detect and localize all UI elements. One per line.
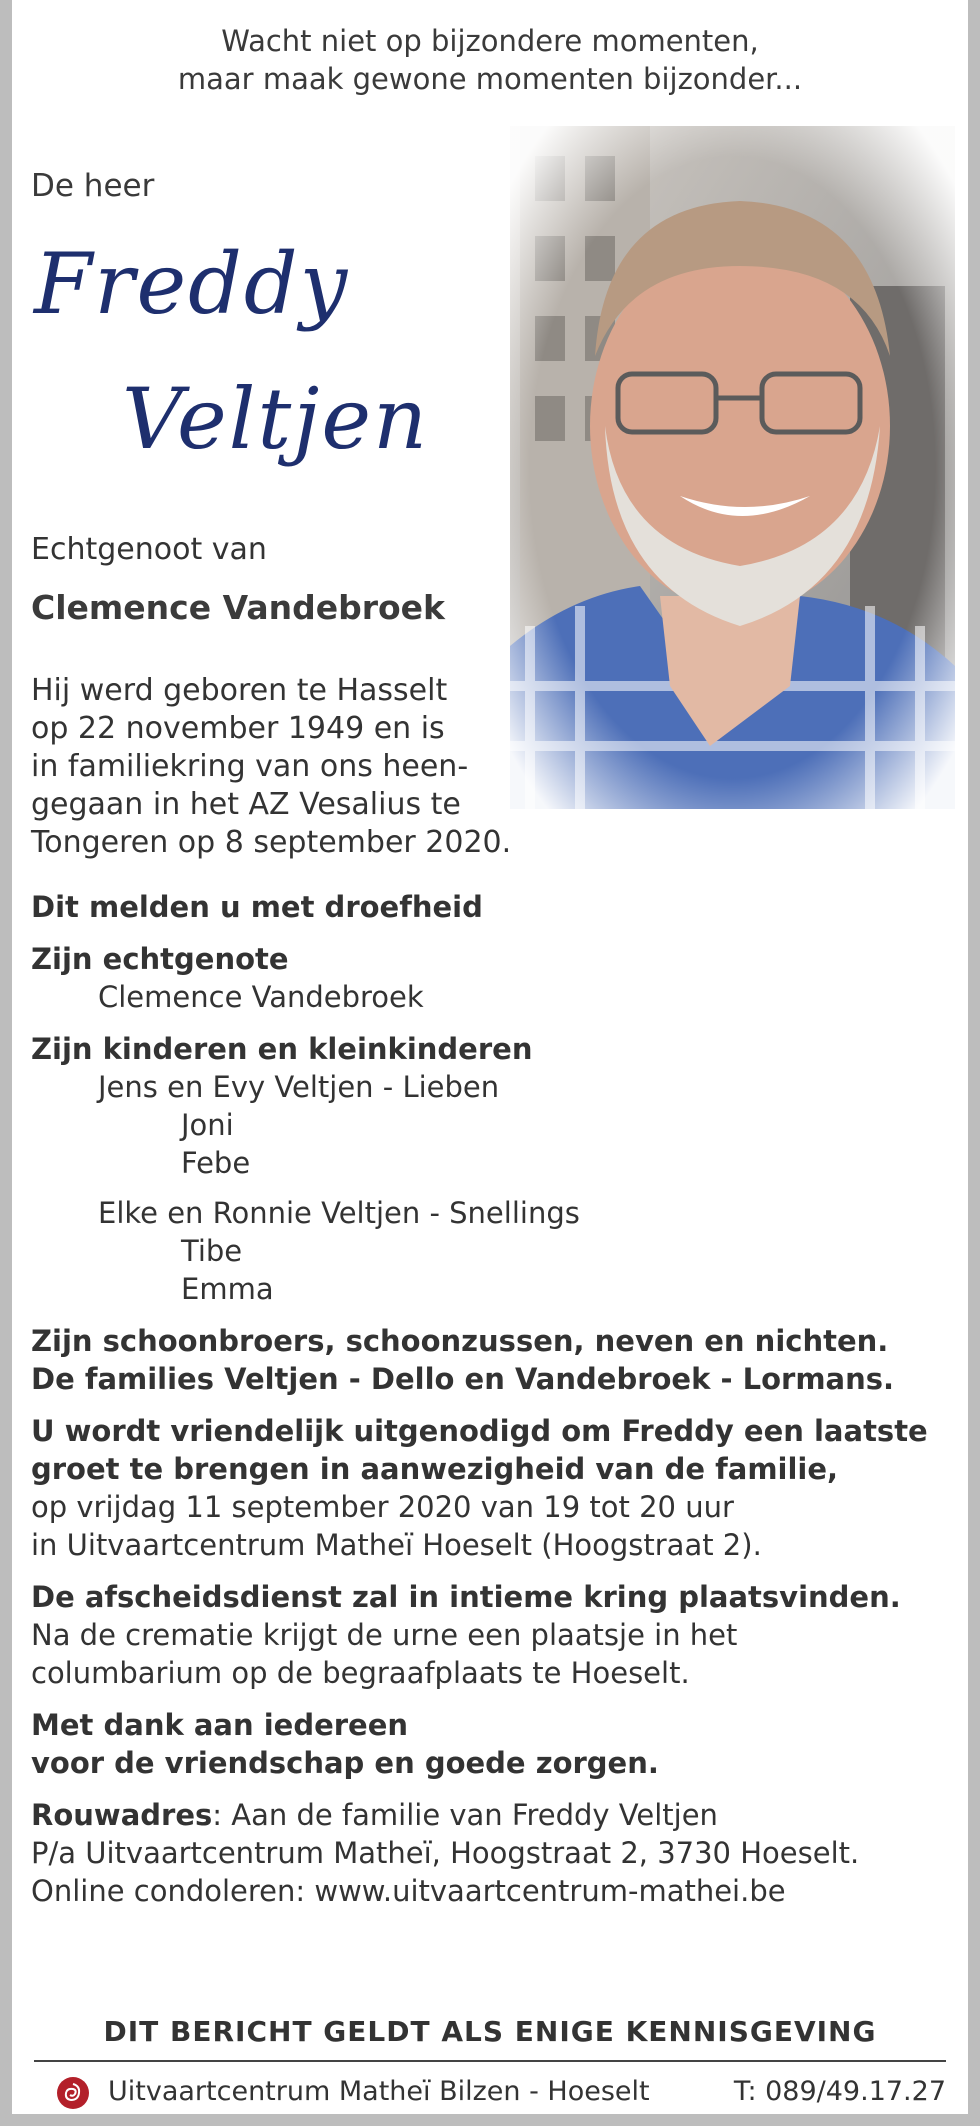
rose-logo-icon (56, 2076, 90, 2110)
address-text: : Aan de familie van Freddy Veltjen (212, 1798, 718, 1832)
grandchild: Emma (181, 1272, 274, 1306)
bio-line: gegaan in het AZ Vesalius te (31, 787, 461, 822)
relatives-line: Zijn schoonbroers, schoonzussen, neven en nichten. (31, 1324, 889, 1358)
bio-line: op 22 november 1949 en is (31, 711, 445, 746)
spouse-name: Clemence Vandebroek (31, 588, 445, 627)
service-line: Na de crematie krijgt de urne een plaatsje in het (31, 1618, 738, 1652)
bio-line: in familiekring van ons heen- (31, 749, 469, 784)
spouse-entry: Clemence Vandebroek (98, 980, 424, 1014)
family-2-parents: Elke en Ronnie Veltjen - Snellings (98, 1196, 580, 1230)
children-heading: Zijn kinderen en kleinkinderen (31, 1032, 533, 1066)
grandchild: Tibe (181, 1234, 243, 1268)
title-prefix: De heer (31, 168, 155, 204)
condolence-line: Online condoleren: www.uitvaartcentrum-mathei.be (31, 1874, 786, 1908)
footer (34, 2070, 946, 2114)
spouse-heading: Zijn echtgenote (31, 942, 289, 976)
first-name: Freddy (34, 235, 350, 333)
relatives-line: De families Veltjen - Dello en Vandebroek - Lormans. (31, 1362, 895, 1396)
relation-label: Echtgenoot van (31, 532, 267, 567)
family-1-parents: Jens en Evy Veltjen - Lieben (98, 1070, 500, 1104)
thanks-line: voor de vriendschap en goede zorgen. (31, 1746, 659, 1780)
funeral-home-name: Uitvaartcentrum Matheï Bilzen - Hoeselt (108, 2076, 650, 2107)
service-line: De afscheidsdienst zal in intieme kring plaatsvinden. (31, 1580, 901, 1614)
invitation-line: U wordt vriendelijk uitgenodigd om Freddy een laatste (31, 1414, 928, 1448)
address-label: Rouwadres (31, 1798, 213, 1832)
biography (31, 672, 511, 862)
service-line: columbarium op de begraafplaats te Hoeselt. (31, 1656, 690, 1690)
portrait-photo (510, 126, 955, 809)
invitation-line: op vrijdag 11 september 2020 van 19 tot 20 uur (31, 1490, 734, 1524)
bio-line: Hij werd geboren te Hasselt (31, 673, 448, 708)
address-line: P/a Uitvaartcentrum Matheï, Hoogstraat 2, 3730 Hoeselt. (31, 1836, 860, 1870)
last-name: Veltjen (122, 370, 430, 468)
main-text (31, 888, 948, 1910)
notice-banner: DIT BERICHT GELDT ALS ENIGE KENNISGEVING (103, 2015, 877, 2048)
motto-line-2: maar maak gewone momenten bijzonder... (177, 62, 803, 96)
grandchild: Febe (181, 1146, 251, 1180)
invitation-line: groet te brengen in aanwezigheid van de familie, (31, 1452, 839, 1486)
address-line (31, 1796, 948, 1834)
grandchild: Joni (181, 1108, 234, 1142)
announcement: Dit melden u met droefheid (31, 890, 483, 924)
motto-line-1: Wacht niet op bijzondere momenten, (221, 24, 759, 58)
bio-line: Tongeren op 8 september 2020. (31, 825, 512, 860)
phone-number: T: 089/49.17.27 (733, 2076, 946, 2107)
divider (34, 2060, 946, 2062)
thanks-line: Met dank aan iedereen (31, 1708, 409, 1742)
motto (12, 22, 968, 98)
portrait-illustration (510, 126, 955, 809)
invitation-line: in Uitvaartcentrum Matheï Hoeselt (Hoogstraat 2). (31, 1528, 762, 1562)
